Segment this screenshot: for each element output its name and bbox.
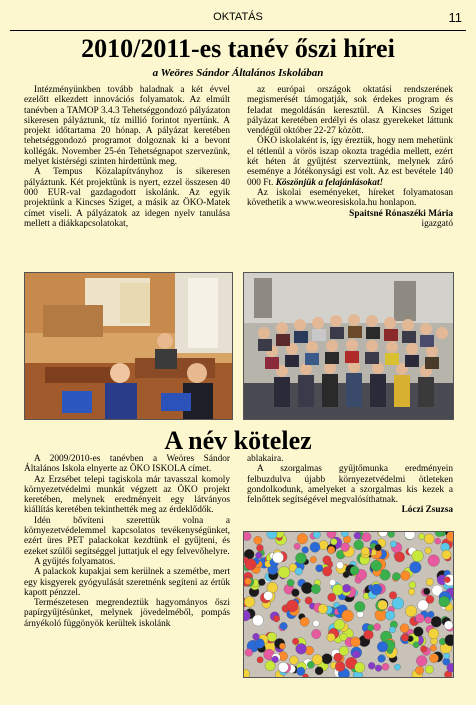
- thanks-text: Köszönjük a felajánlásokat!: [275, 177, 384, 188]
- paragraph: A 2009/2010-es tanévben a Weöres Sándor Általános Iskola elnyerte az ÖKO ISKOLA címet.: [24, 454, 230, 475]
- bottle-cap: [272, 552, 283, 563]
- bottle-cap: [245, 578, 252, 585]
- bottle-cap: [258, 579, 265, 586]
- bottle-cap: [419, 533, 425, 539]
- paragraph: Idén bővíteni szerettük volna a környezetvédelemmel kapcsolatos tevékenységünket, ezért üres PET palackokat kezdtünk el gyűjteni, és ezeket szülői segítséggel juttatjuk el egy felvevőhelyre.: [24, 515, 230, 557]
- bottle-cap: [313, 532, 321, 539]
- bottle-cap: [426, 595, 434, 603]
- bottle-cap: [374, 623, 381, 630]
- article2-right-column: [247, 454, 453, 516]
- bottle-cap: [420, 646, 427, 653]
- bottle-cap: [378, 655, 385, 662]
- bottle-cap: [414, 627, 424, 637]
- student-group-photo: [243, 272, 454, 420]
- bottle-cap: [401, 634, 409, 642]
- bottle-cap: [307, 661, 314, 668]
- bottle-cap: [332, 584, 343, 595]
- bottle-cap: [444, 577, 450, 583]
- signature-role: igazgató: [421, 218, 453, 229]
- bottle-cap: [302, 547, 309, 554]
- bottle-cap: [375, 544, 382, 551]
- bottle-cap: [311, 584, 320, 593]
- bottle-cap: [405, 605, 416, 616]
- paragraph: A Tempus Közalapítványhoz is sikeresen pályáztunk. Két projektünk is nyert, ezzel összesen 40 000 EUR-val gazdagodott iskolánk. Az egyik projektünk a Kincses Sziget, a másik az ÖKO-Matek címet viseli. A pályázatok az idegen nyelv tanulása mellett a diákkapcsolatokat,: [24, 167, 230, 229]
- bottle-cap: [375, 665, 382, 672]
- bottle-cap: [328, 593, 336, 601]
- bottle-cap: [244, 532, 251, 541]
- bottle-cap: [429, 654, 438, 663]
- bottle-cap: [364, 630, 374, 640]
- bottle-cap: [431, 616, 442, 627]
- bottle-cap: [278, 662, 288, 672]
- bottle-cap: [377, 642, 388, 653]
- article-title: A név kötelez: [164, 426, 312, 455]
- bottle-cap: [290, 656, 299, 665]
- bottle-cap: [409, 581, 416, 588]
- bottle-cap: [267, 632, 277, 642]
- bottle-cap: [400, 624, 409, 633]
- article1-right-column: [247, 85, 453, 229]
- bottle-cap: [350, 637, 360, 647]
- bottle-cap: [385, 611, 395, 621]
- article-title: 2010/2011-es tanév őszi hírei: [81, 34, 395, 63]
- bottle-cap: [340, 633, 348, 641]
- paragraph: Az iskolai eseményeket, híreket folyamatosan követhetik a www.weoresiskola.hu honlapon.: [247, 187, 453, 209]
- bottle-cap: [323, 556, 331, 564]
- bottle-caps-photo: [243, 531, 454, 678]
- paragraph: A palackok kupakjai sem kerülnek a szemétbe, mert egy kisgyerek gyógyulását szeretnénk segíteni az értük kapott pénzzel.: [24, 567, 230, 598]
- bottle-cap: [343, 584, 351, 592]
- bottle-cap: [371, 560, 382, 571]
- bottle-cap: [395, 552, 405, 562]
- bottle-cap: [390, 541, 396, 547]
- bottle-cap: [389, 592, 397, 600]
- bottle-cap: [412, 550, 424, 562]
- bottle-cap: [426, 578, 433, 585]
- bottle-cap: [297, 667, 306, 676]
- bottle-cap: [392, 573, 400, 581]
- bottle-cap: [410, 562, 422, 574]
- bottle-cap: [439, 596, 450, 607]
- bottle-cap: [278, 567, 290, 579]
- bottle-cap: [297, 533, 308, 544]
- bottle-cap: [292, 638, 299, 645]
- article-subtitle: a Weöres Sándor Általános Iskolában: [152, 67, 324, 79]
- bottle-cap: [264, 591, 273, 600]
- bottle-cap: [341, 543, 350, 552]
- bottle-cap: [296, 553, 307, 564]
- bottle-cap: [279, 643, 285, 649]
- bottle-cap: [415, 666, 423, 674]
- bottle-cap: [280, 622, 288, 630]
- bottle-cap: [442, 550, 451, 559]
- bottle-cap: [343, 571, 349, 577]
- bottle-cap: [408, 589, 415, 596]
- bottle-cap: [315, 667, 323, 675]
- bottle-cap: [296, 643, 307, 654]
- bottle-cap: [388, 532, 395, 538]
- bottle-cap: [328, 546, 336, 554]
- bottle-cap: [335, 662, 345, 672]
- page-header: [10, 8, 466, 31]
- signature: Spaitsné Rónaszéki Mária: [349, 208, 453, 219]
- bottle-cap: [425, 665, 433, 673]
- bottle-cap: [430, 645, 436, 651]
- bottle-cap: [354, 540, 364, 550]
- page-number: 11: [448, 10, 462, 25]
- paragraph: Intézményünkben tovább haladnak a két évvel ezelőtt elkezdett innovációs folyamatok. Az elmúlt tanévben a TAMOP 3.4.3 Tehetséggondozó pályázaton sikeresen pályáztunk, tíz millió forintot nyertünk. A projekt időtartama 20 hónap. A pályázat keretében tehetséggondozó programot dolgoznak ki a bevont kollégák. November 25-én Tehetségnapot szervezünk, melyet kistérségi szinten hirdettünk meg.: [24, 85, 230, 168]
- bottle-cap: [245, 559, 256, 570]
- bottle-cap: [316, 565, 323, 572]
- article1-left-column: [24, 85, 230, 229]
- bottle-cap: [265, 661, 275, 671]
- bottle-cap: [257, 657, 263, 663]
- paragraph: Természetesen megrendeztük hagyományos őszi papírgyűjtésünket, melynek jövedelméből, pompás árnyékoló függönyök kerültek iskolánk: [24, 598, 230, 629]
- bottle-cap: [295, 568, 303, 576]
- bottle-cap: [318, 604, 328, 614]
- bottle-cap: [444, 653, 450, 659]
- bottle-cap: [425, 547, 432, 554]
- bottle-cap: [322, 567, 332, 577]
- paragraph: A gyűjtés folyamatos.: [34, 556, 116, 567]
- bottle-cap: [310, 542, 320, 552]
- bottle-cap: [350, 566, 359, 575]
- bottle-cap: [362, 533, 371, 542]
- bottle-cap: [294, 543, 300, 549]
- bottle-cap: [305, 597, 312, 604]
- bottle-cap: [301, 582, 312, 593]
- section-title: OKTATÁS: [213, 11, 263, 23]
- article2-left-column: [24, 454, 230, 629]
- signature: Lóczi Zsuzsa: [401, 505, 453, 516]
- bottle-cap: [319, 541, 328, 550]
- bottle-cap: [310, 556, 317, 563]
- bottle-cap: [367, 624, 374, 631]
- paragraph: ÖKO iskolaként is, így éreztük, hogy nem mehetünk el tétlenül a vörös iszap okozta tragédia mellett, ezért két héten át gyűjtést szerveztünk, melynek záró eseménye a Jótékonysági est volt. Az est bevétele 140 000 Ft. Köszönjük a felajánlásokat!: [247, 136, 453, 188]
- bottle-cap: [401, 571, 411, 581]
- bottle-cap: [253, 633, 260, 640]
- bottle-cap: [244, 597, 255, 608]
- bottle-cap: [352, 651, 360, 659]
- bottle-cap: [256, 544, 263, 551]
- bottle-cap: [322, 654, 332, 664]
- bottle-cap: [413, 642, 419, 648]
- paragraph: A szorgalmas gyűjtőmunka eredményein felbuzdulva újabb környezetvédelmi ötleteken gondolkodunk, amelyeket a szorgalmas kis kezek a felnőttek segítségével megvalósíthatnak.: [247, 464, 453, 506]
- bottle-cap: [378, 600, 388, 610]
- bottle-cap: [273, 615, 280, 622]
- paragraph: az európai országok oktatási rendszerének megismerését támogatják, sok érdekes program és feladat megoldásán keresztül. A Kincses Sziget pályázat keretében erdélyi és olasz gyerekeket láttunk vendégül október 22-27 között.: [247, 85, 453, 137]
- bottle-cap: [312, 629, 321, 638]
- bottle-cap: [342, 610, 354, 622]
- bottle-cap: [444, 621, 453, 630]
- classroom-photo: [24, 272, 233, 420]
- bottle-cap: [254, 536, 262, 544]
- bottle-cap: [416, 656, 427, 667]
- bottle-cap: [425, 617, 432, 624]
- bottle-cap: [424, 534, 434, 544]
- paragraph: ablakaira.: [247, 454, 284, 464]
- bottle-cap: [300, 617, 309, 626]
- bottle-cap: [336, 562, 343, 569]
- bottle-cap: [313, 620, 320, 627]
- bottle-cap: [428, 555, 440, 567]
- bottle-cap: [371, 584, 382, 595]
- bottle-cap: [354, 532, 361, 539]
- bottle-cap: [389, 627, 395, 633]
- bottle-cap: [355, 601, 366, 612]
- bottle-cap: [368, 662, 375, 669]
- bottle-cap: [252, 615, 263, 626]
- bottle-cap: [286, 600, 298, 612]
- bottle-cap: [327, 633, 335, 641]
- paragraph: Az Erzsébet telepi tagiskola már tavasszal komoly környezetvédelmi munkát végzett az ÖKO projekt keretében, melynek eredményeit egy látványos kiállítás keretében tekinthették meg az érdeklődők.: [24, 474, 230, 516]
- bottle-cap: [334, 619, 345, 630]
- bottle-cap: [394, 664, 400, 670]
- bottle-cap: [245, 649, 253, 657]
- bottle-cap: [331, 538, 338, 545]
- bottle-cap: [382, 663, 389, 670]
- bottle-cap: [428, 628, 439, 639]
- bottle-cap: [329, 579, 336, 586]
- bottle-cap: [292, 589, 300, 597]
- bottle-cap: [415, 614, 424, 623]
- bottle-cap: [435, 538, 441, 544]
- bottle-cap: [339, 646, 348, 655]
- bottle-cap: [355, 662, 365, 672]
- bottle-cap: [287, 579, 294, 586]
- bottle-cap: [423, 588, 430, 595]
